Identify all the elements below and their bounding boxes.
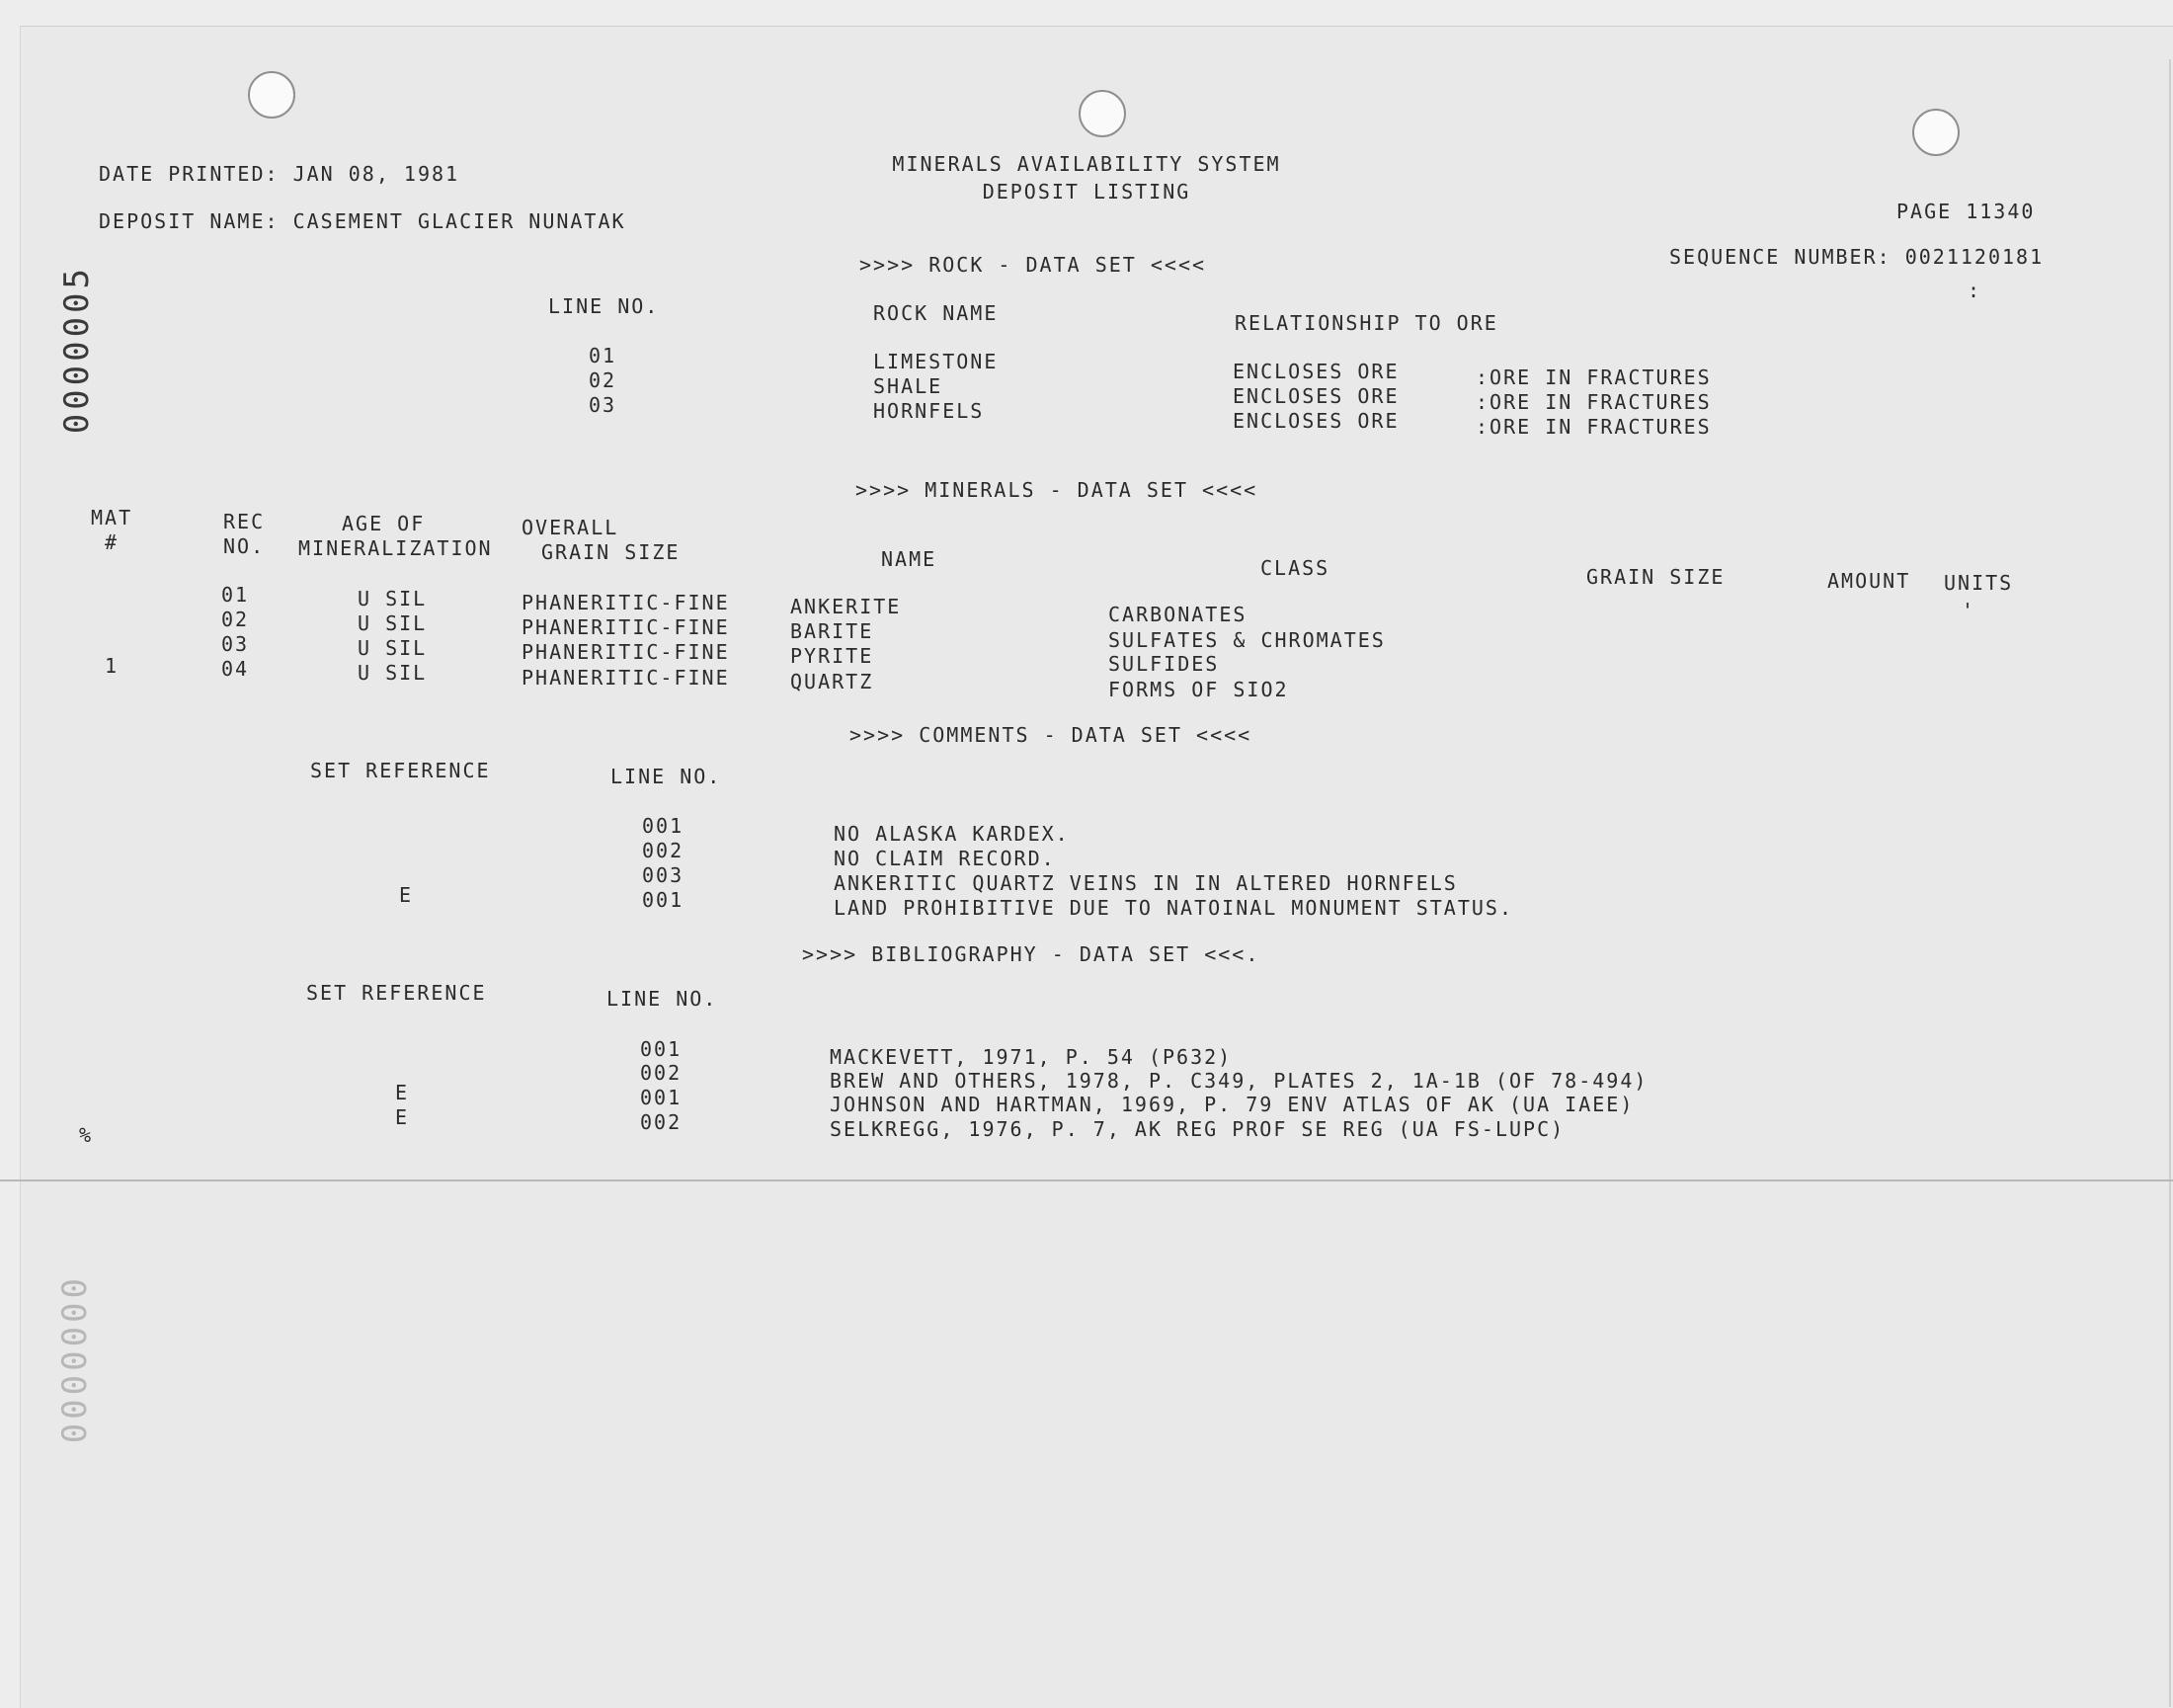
rock-row-relationship: ENCLOSES ORE bbox=[1233, 409, 1400, 433]
minerals-header-class: CLASS bbox=[1260, 556, 1330, 580]
bibliography-header-line: LINE NO. bbox=[606, 987, 718, 1011]
rock-row-name: LIMESTONE bbox=[873, 350, 999, 373]
rock-row-name: HORNFELS bbox=[873, 399, 985, 423]
bibliography-row-line: 001 bbox=[640, 1037, 683, 1061]
comments-header-set-reference: SET REFERENCE bbox=[310, 759, 491, 782]
minerals-row-age: U SIL bbox=[358, 587, 428, 610]
page-number: PAGE 11340 bbox=[1896, 200, 2036, 223]
bibliography-row-line: 002 bbox=[640, 1061, 683, 1085]
bibliography-row-line: 002 bbox=[640, 1110, 683, 1134]
sequence-number: SEQUENCE NUMBER: 0021120181 bbox=[1669, 245, 2045, 269]
comments-row-text: NO CLAIM RECORD. bbox=[834, 847, 1056, 870]
rock-row-line: 03 bbox=[589, 393, 617, 417]
minerals-header-mat-sign: # bbox=[105, 530, 120, 554]
bibliography-row-text: MACKEVETT, 1971, P. 54 (P632) bbox=[830, 1045, 1233, 1069]
minerals-header-amount: AMOUNT bbox=[1827, 569, 1911, 593]
margin-code-bottom: 0000000 bbox=[55, 1274, 95, 1444]
punch-hole-right bbox=[1912, 109, 1960, 156]
rock-row-name: SHALE bbox=[873, 374, 943, 398]
bibliography-row-set: E bbox=[395, 1081, 410, 1104]
minerals-row-mat: 1 bbox=[105, 654, 120, 678]
rock-header-name: ROCK NAME bbox=[873, 301, 999, 325]
minerals-row-name: QUARTZ bbox=[790, 670, 874, 693]
listing-title: DEPOSIT LISTING bbox=[982, 180, 1191, 203]
punch-hole-center bbox=[1079, 90, 1126, 137]
system-title: MINERALS AVAILABILITY SYSTEM bbox=[892, 152, 1281, 176]
minerals-header-name: NAME bbox=[881, 547, 937, 571]
bibliography-row-set: E bbox=[395, 1105, 410, 1129]
minerals-row-name: BARITE bbox=[790, 619, 874, 643]
comments-row-text: NO ALASKA KARDEX. bbox=[834, 822, 1070, 846]
rock-header-line: LINE NO. bbox=[548, 294, 660, 318]
minerals-row-overall: PHANERITIC-FINE bbox=[522, 615, 730, 639]
minerals-row-age: U SIL bbox=[358, 661, 428, 685]
rock-row-note: :ORE IN FRACTURES bbox=[1476, 390, 1712, 414]
date-printed: DATE PRINTED: JAN 08, 1981 bbox=[99, 162, 460, 186]
minerals-row-rec: 04 bbox=[221, 657, 250, 681]
rock-header-relationship: RELATIONSHIP TO ORE bbox=[1235, 311, 1498, 335]
rock-row-note: :ORE IN FRACTURES bbox=[1476, 366, 1712, 389]
rock-row-line: 01 bbox=[589, 344, 617, 367]
bibliography-row-text: JOHNSON AND HARTMAN, 1969, P. 79 ENV ATLAS OF AK (UA IAEE) bbox=[830, 1093, 1635, 1116]
minerals-units-mark: ' bbox=[1962, 599, 1976, 622]
minerals-row-rec: 01 bbox=[221, 583, 250, 607]
bibliography-row-text: SELKREGG, 1976, P. 7, AK REG PROF SE REG (UA FS-LUPC) bbox=[830, 1117, 1566, 1141]
bibliography-section-title: >>>> BIBLIOGRAPHY - DATA SET <<<. bbox=[802, 942, 1260, 966]
rock-row-note: :ORE IN FRACTURES bbox=[1476, 415, 1712, 439]
minerals-header-rec-no: NO. bbox=[223, 534, 266, 558]
minerals-row-overall: PHANERITIC-FINE bbox=[522, 591, 730, 614]
minerals-header-rec: REC bbox=[223, 510, 266, 533]
comments-row-line: 002 bbox=[642, 839, 684, 862]
comments-row-set: E bbox=[399, 883, 414, 907]
minerals-row-name: ANKERITE bbox=[790, 595, 902, 618]
rock-row-relationship: ENCLOSES ORE bbox=[1233, 384, 1400, 408]
minerals-header-age: AGE OF bbox=[342, 512, 426, 535]
deposit-name: DEPOSIT NAME: CASEMENT GLACIER NUNATAK bbox=[99, 209, 626, 233]
rock-row-relationship: ENCLOSES ORE bbox=[1233, 360, 1400, 383]
bibliography-row-text: BREW AND OTHERS, 1978, P. C349, PLATES 2, 1A-1B (OF 78-494) bbox=[830, 1069, 1649, 1093]
comments-row-text: ANKERITIC QUARTZ VEINS IN IN ALTERED HORNFELS bbox=[834, 871, 1458, 895]
minerals-header-mat: MAT bbox=[91, 506, 133, 529]
comments-row-line: 003 bbox=[642, 863, 684, 887]
minerals-row-class: SULFIDES bbox=[1108, 652, 1220, 676]
minerals-header-grain-size: GRAIN SIZE bbox=[541, 540, 681, 564]
rock-row-line: 02 bbox=[589, 368, 617, 392]
comments-row-line: 001 bbox=[642, 814, 684, 838]
minerals-section-title: >>>> MINERALS - DATA SET <<<< bbox=[855, 478, 1258, 502]
comments-row-text: LAND PROHIBITIVE DUE TO NATOINAL MONUMENT STATUS. bbox=[834, 896, 1514, 920]
percent-mark: % bbox=[79, 1123, 94, 1147]
minerals-row-class: FORMS OF SIO2 bbox=[1108, 678, 1289, 701]
minerals-header-overall: OVERALL bbox=[522, 516, 619, 539]
minerals-header-units: UNITS bbox=[1944, 571, 2014, 595]
minerals-header-mineralization: MINERALIZATION bbox=[298, 536, 493, 560]
minerals-row-age: U SIL bbox=[358, 636, 428, 660]
minerals-row-class: SULFATES & CHROMATES bbox=[1108, 628, 1386, 652]
small-mark: : bbox=[1968, 279, 1982, 302]
sheet-edge bbox=[2169, 59, 2171, 1707]
minerals-row-class: CARBONATES bbox=[1108, 603, 1247, 626]
minerals-row-age: U SIL bbox=[358, 611, 428, 635]
minerals-row-rec: 02 bbox=[221, 608, 250, 631]
comments-header-line: LINE NO. bbox=[610, 765, 722, 788]
minerals-row-rec: 03 bbox=[221, 632, 250, 656]
printout-sheet bbox=[20, 26, 2173, 1708]
comments-section-title: >>>> COMMENTS - DATA SET <<<< bbox=[849, 723, 1252, 747]
minerals-header-grain: GRAIN SIZE bbox=[1586, 565, 1726, 589]
bibliography-row-line: 001 bbox=[640, 1086, 683, 1109]
punch-hole-left bbox=[248, 71, 295, 119]
bibliography-header-set-reference: SET REFERENCE bbox=[306, 981, 487, 1005]
fold-line bbox=[0, 1179, 2173, 1181]
minerals-row-overall: PHANERITIC-FINE bbox=[522, 640, 730, 664]
rock-section-title: >>>> ROCK - DATA SET <<<< bbox=[859, 253, 1207, 277]
margin-code-top: 0000005 bbox=[57, 265, 97, 435]
minerals-row-name: PYRITE bbox=[790, 644, 874, 668]
minerals-row-overall: PHANERITIC-FINE bbox=[522, 666, 730, 690]
comments-row-line: 001 bbox=[642, 888, 684, 912]
